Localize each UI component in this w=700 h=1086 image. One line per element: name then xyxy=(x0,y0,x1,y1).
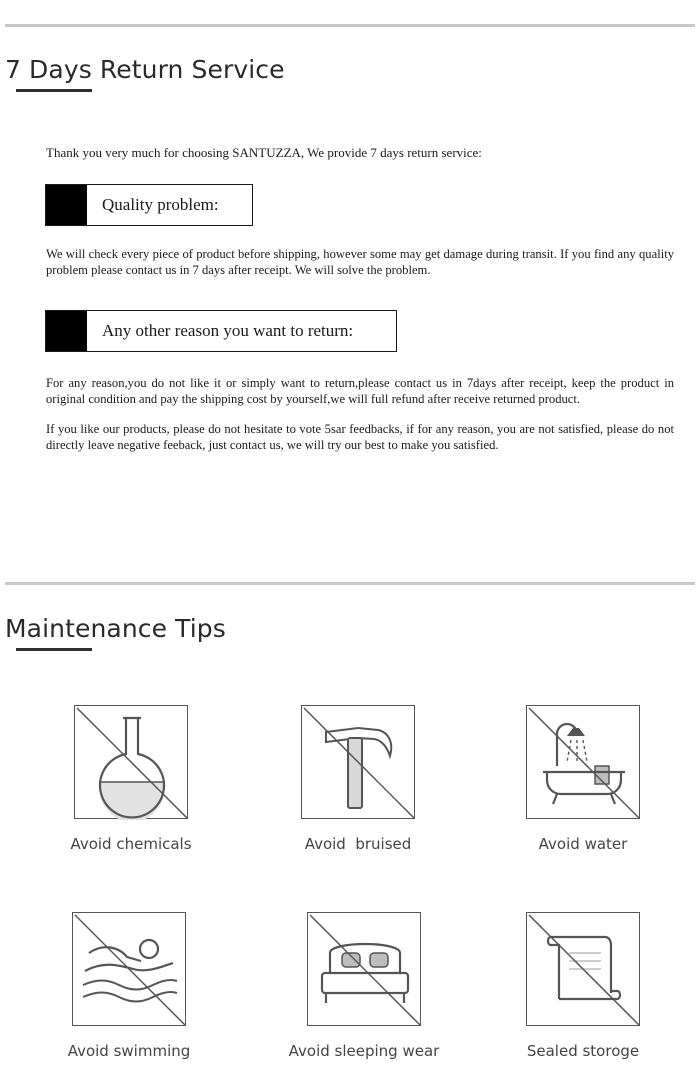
tip-avoid-water xyxy=(493,705,673,853)
tip-avoid-swimming xyxy=(39,912,219,1060)
tip-label: Sealed storoge xyxy=(526,1042,640,1060)
bed-icon xyxy=(308,913,422,1027)
hammer-icon xyxy=(302,706,416,820)
tip-label: Avoid bruised xyxy=(304,835,412,853)
tip-avoid-bruised xyxy=(268,705,448,853)
tip-icon-frame xyxy=(307,912,421,1026)
flask-icon xyxy=(75,706,189,820)
return-section-title: 7 Days Return Service xyxy=(5,55,285,84)
tip-icon-frame xyxy=(72,912,186,1026)
tip-label: Avoid water xyxy=(538,835,628,853)
tip-icon-frame xyxy=(74,705,188,819)
tip-icon-frame xyxy=(526,912,640,1026)
scroll-icon xyxy=(527,913,641,1027)
tip-label: Avoid sleeping wear xyxy=(288,1042,440,1060)
middle-divider xyxy=(5,582,695,585)
return-intro: Thank you very much for choosing SANTUZZA, We provide 7 days return service: xyxy=(46,145,482,160)
return-title-underline xyxy=(16,89,92,92)
maintenance-title-underline xyxy=(16,648,92,651)
top-divider xyxy=(5,24,695,27)
maintenance-section-title: Maintenance Tips xyxy=(5,614,226,643)
quality-problem-label xyxy=(45,184,253,226)
tip-icon-frame xyxy=(301,705,415,819)
tip-avoid-sleeping-wear xyxy=(274,912,454,1060)
other-reason-label xyxy=(45,310,397,352)
tip-sealed-storage xyxy=(493,912,673,1060)
quality-problem-text: Quality problem: xyxy=(102,195,219,214)
tip-icon-frame xyxy=(526,705,640,819)
other-reason-paragraph: For any reason,you do not like it or simply want to return,please contact us in 7days after receipt, keep the product in original condition and pay the shipping cost by yourself,we will full refund after receive returned product. xyxy=(46,376,674,406)
tip-avoid-chemicals xyxy=(41,705,221,853)
swimmer-icon xyxy=(73,913,187,1027)
tip-label: Avoid chemicals xyxy=(70,835,192,853)
label-marker xyxy=(46,185,87,225)
bathtub-icon xyxy=(527,706,641,820)
tip-label: Avoid swimming xyxy=(67,1042,191,1060)
feedback-paragraph: If you like our products, please do not hesitate to vote 5sar feedbacks, if for any reason, you are not satisfied, please do not directly leave negative feeback, just contact us, we will try our best to make you satisfied. xyxy=(46,422,674,452)
label-marker xyxy=(46,311,87,351)
other-reason-text: Any other reason you want to return: xyxy=(102,321,354,340)
quality-problem-paragraph: We will check every piece of product before shipping, however some may get damage during transit. If you find any quality problem please contact us in 7 days after receipt. We will solve the problem. xyxy=(46,247,674,277)
